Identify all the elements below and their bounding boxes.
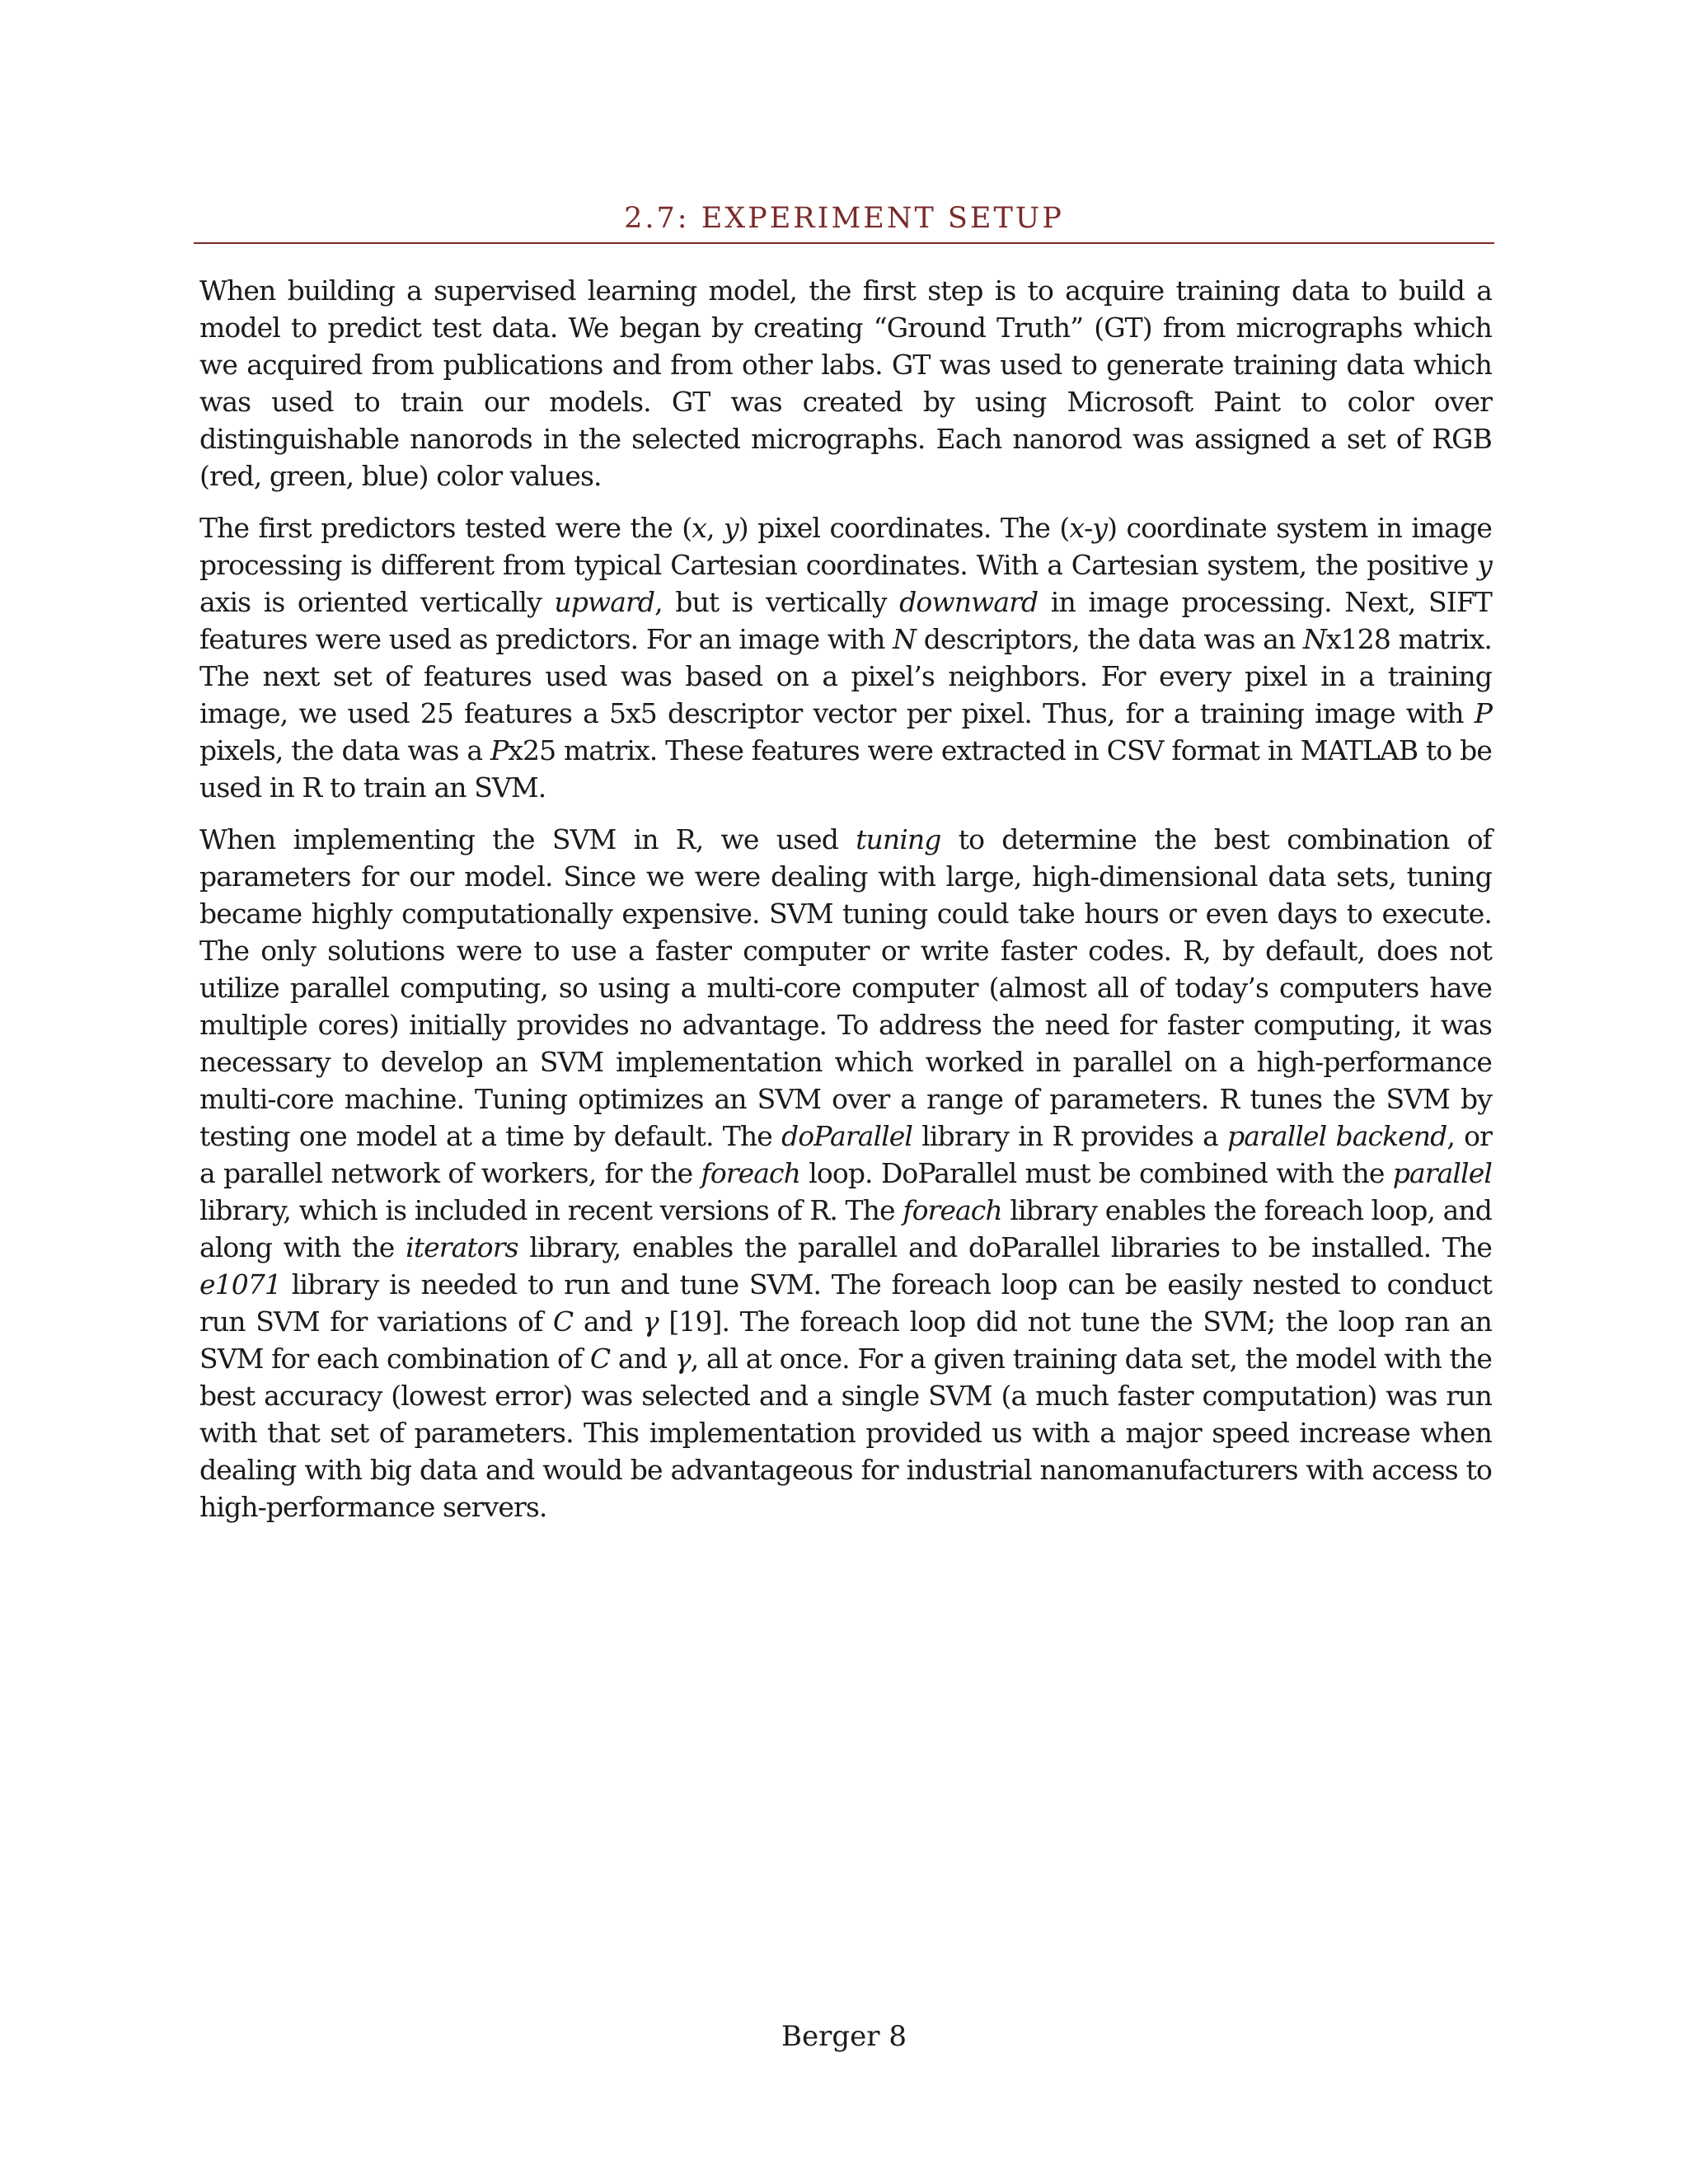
italic-term: x <box>692 512 707 544</box>
text-run: - <box>1084 512 1093 544</box>
text-run: , but is vertically <box>654 586 900 618</box>
italic-term: parallel <box>1392 1157 1492 1189</box>
heading-divider <box>194 242 1494 244</box>
italic-term: downward <box>899 586 1039 618</box>
italic-term: N <box>1302 623 1326 655</box>
paragraph-svm-implementation <box>199 821 1492 1526</box>
italic-term: P <box>490 734 509 766</box>
text-run: , or a parallel network of workers, for the <box>199 1120 1492 1189</box>
section-heading: 2.7: EXPERIMENT SETUP <box>624 202 1064 235</box>
text-run: pixels, the data was a <box>199 734 490 766</box>
paragraph-predictors <box>199 509 1492 806</box>
italic-term: tuning <box>856 823 941 855</box>
document-body <box>199 272 1492 1540</box>
italic-term: upward <box>554 586 655 618</box>
text-run: x128 matrix. The next set of features used was based on a pixel’s neighbors. For every pixel in a training image, we used 25 features a 5x5 descriptor vector per pixel. Thus, for a training image with <box>199 623 1492 729</box>
text-run: The first predictors tested were the ( <box>199 512 692 544</box>
text-run: loop. DoParallel must be combined with the <box>800 1157 1393 1189</box>
text-run: When building a supervised learning model, the first step is to acquire training data to build a model to predict test data. We began by creating “Ground Truth” (GT) from micrographs which we acquired from publications and from other labs. GT was used to generate training data which was used to train our models. GT was created by using Microsoft Paint to color over distinguishable nanorods in the selected micrographs. Each nanorod was assigned a set of RGB (red, green, blue) color values. <box>199 274 1492 492</box>
text-run: [19]. The foreach loop did not tune the SVM; the loop ran an SVM for each combination of <box>199 1305 1492 1375</box>
text-run: , <box>706 512 724 544</box>
text-run: and <box>573 1305 643 1338</box>
text-run: When implementing the SVM in R, we used <box>199 823 856 855</box>
text-run: library, enables the parallel and doParallel libraries to be installed. The <box>518 1231 1493 1263</box>
italic-term: parallel backend <box>1227 1120 1447 1152</box>
italic-term: e1071 <box>199 1268 282 1301</box>
text-run: library is needed to run and tune SVM. The foreach loop can be easily nested to conduct run SVM for variations of <box>199 1268 1492 1338</box>
italic-term: γ <box>642 1305 659 1338</box>
italic-term: doParallel <box>781 1120 913 1152</box>
italic-term: y <box>1092 512 1108 544</box>
italic-term: x <box>1069 512 1085 544</box>
text-run: library, which is included in recent versions of R. The <box>199 1194 903 1226</box>
italic-term: N <box>893 623 917 655</box>
italic-term: foreach <box>701 1157 800 1189</box>
text-run: library enables the foreach loop, and along with the <box>199 1194 1493 1263</box>
paragraph-ground-truth <box>199 272 1492 494</box>
text-run: , all at once. For a given training data set, the model with the best accuracy (lowest error) was selected and a single SVM (a much faster computation) was run with that set of parameters. This implementation provided us with a major speed increase when dealing with big data and would be advantageous for industrial nanomanufacturers with access to high-performance servers. <box>199 1343 1492 1523</box>
text-run: and <box>610 1343 675 1375</box>
italic-term: foreach <box>903 1194 1002 1226</box>
text-run: x25 matrix. These features were extracted in CSV format in MATLAB to be used in R to train an SVM. <box>199 734 1492 804</box>
page-footer: Berger 8 <box>781 2020 907 2053</box>
text-run: in image processing. Next, SIFT features were used as predictors. For an image with <box>199 586 1492 655</box>
text-run: descriptors, the data was an <box>916 623 1303 655</box>
text-run: to determine the best combination of parameters for our model. Since we were dealing with large, high-dimensional data sets, tuning became highly computationally expensive. SVM tuning could take hours or even days to execute. The only solutions were to use a faster computer or write faster codes. R, by default, does not utilize parallel computing, so using a multi-core computer (almost all of today’s computers have multiple cores) initially provides no advantage. To address the need for faster computing, it was necessary to develop an SVM implementation which worked in parallel on a high-performance multi-core machine. Tuning optimizes an SVM over a range of parameters. R tunes the SVM by testing one model at a time by default. The <box>199 823 1492 1152</box>
text-run: ) pixel coordinates. The ( <box>738 512 1070 544</box>
text-run: library in R provides a <box>912 1120 1228 1152</box>
italic-term: y <box>724 512 738 544</box>
italic-term: P <box>1474 697 1492 729</box>
italic-term: γ <box>674 1343 691 1375</box>
text-run: ) coordinate system in image processing is different from typical Cartesian coordinates. With a Cartesian system, the positive <box>199 512 1493 581</box>
italic-term: C <box>589 1343 611 1375</box>
italic-term: iterators <box>406 1231 518 1263</box>
italic-term: y <box>1477 549 1492 581</box>
text-run: axis is oriented vertically <box>199 586 555 618</box>
italic-term: C <box>552 1305 574 1338</box>
